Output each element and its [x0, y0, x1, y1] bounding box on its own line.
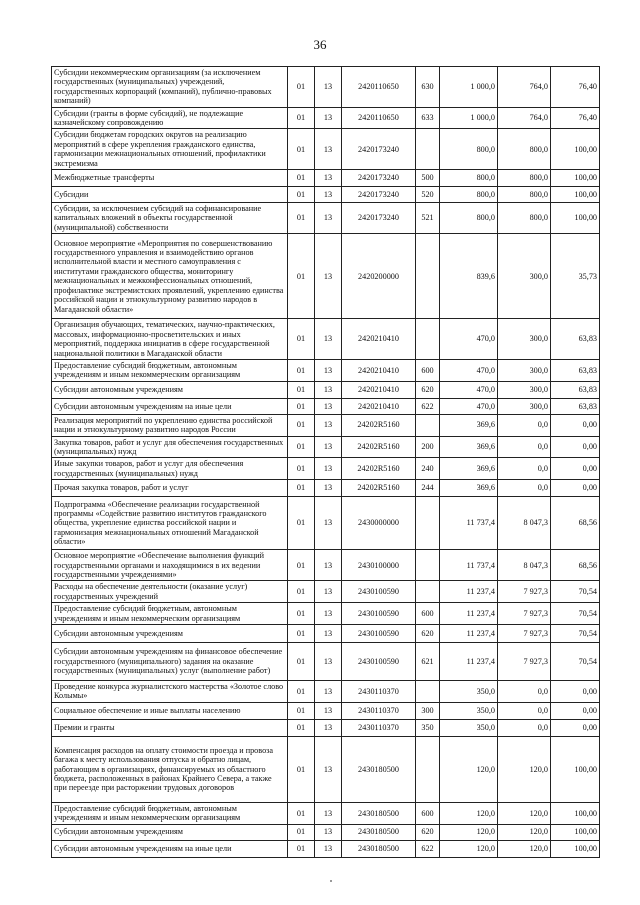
row-name-cell: Субсидии автономным учреждениям — [52, 381, 288, 398]
row-name-cell: Субсидии автономным учреждениям — [52, 824, 288, 840]
row-expense-type-cell: 500 — [416, 170, 440, 187]
row-plan-cell: 369,6 — [440, 458, 498, 480]
row-podrazdel-cell: 13 — [315, 736, 342, 802]
row-plan-cell: 1 000,0 — [440, 67, 498, 108]
row-fact-cell: 8 047,3 — [498, 497, 551, 550]
row-expense-type-cell — [416, 550, 440, 581]
table-row — [52, 840, 600, 857]
row-podrazdel-cell: 13 — [315, 170, 342, 187]
row-plan-cell: 120,0 — [440, 802, 498, 824]
row-article-cell: 2430110370 — [342, 681, 416, 703]
row-percent-cell: 70,54 — [551, 643, 600, 681]
table-row — [52, 702, 600, 719]
row-razdel-cell: 01 — [288, 187, 315, 203]
row-name-cell: Основное мероприятие «Обеспечение выполнения функций государственными органами и находящимися в их ведении государственными учреждениями» — [52, 550, 288, 581]
row-fact-cell: 7 927,3 — [498, 581, 551, 603]
row-article-cell: 24202R5160 — [342, 414, 416, 436]
row-article-cell: 2430110370 — [342, 719, 416, 736]
row-razdel-cell: 01 — [288, 458, 315, 480]
row-podrazdel-cell: 13 — [315, 203, 342, 234]
row-percent-cell: 100,00 — [551, 170, 600, 187]
row-podrazdel-cell: 13 — [315, 824, 342, 840]
row-expense-type-cell: 620 — [416, 625, 440, 643]
row-podrazdel-cell: 13 — [315, 414, 342, 436]
row-expense-type-cell — [416, 414, 440, 436]
row-plan-cell: 11 237,4 — [440, 643, 498, 681]
row-razdel-cell: 01 — [288, 414, 315, 436]
row-expense-type-cell: 244 — [416, 480, 440, 497]
row-percent-cell: 68,56 — [551, 497, 600, 550]
row-percent-cell: 0,00 — [551, 702, 600, 719]
row-name-cell: Прочая закупка товаров, работ и услуг — [52, 480, 288, 497]
row-name-cell: Субсидии бюджетам городских округов на реализацию мероприятий в сфере укрепления гражданского единства, гармонизации межнациональных отношений, профилактики экстремизма — [52, 129, 288, 170]
row-expense-type-cell: 300 — [416, 702, 440, 719]
row-expense-type-cell — [416, 319, 440, 360]
table-row — [52, 107, 600, 129]
row-percent-cell: 100,00 — [551, 187, 600, 203]
row-article-cell: 2430180500 — [342, 802, 416, 824]
row-podrazdel-cell: 13 — [315, 702, 342, 719]
row-podrazdel-cell: 13 — [315, 581, 342, 603]
table-row — [52, 603, 600, 625]
row-plan-cell: 350,0 — [440, 681, 498, 703]
row-expense-type-cell: 600 — [416, 802, 440, 824]
row-expense-type-cell: 620 — [416, 824, 440, 840]
row-article-cell: 2430180500 — [342, 824, 416, 840]
row-name-cell: Субсидии (гранты в форме субсидий), не подлежащие казначейскому сопровождению — [52, 107, 288, 129]
row-expense-type-cell — [416, 234, 440, 319]
page-mark — [330, 880, 332, 882]
table-row — [52, 736, 600, 802]
row-razdel-cell: 01 — [288, 802, 315, 824]
row-fact-cell: 7 927,3 — [498, 625, 551, 643]
row-name-cell: Субсидии некоммерческим организациям (за исключением государственных (муниципальных) учреждений, государственных корпораций (компаний), публично-правовых компаний) — [52, 67, 288, 108]
row-plan-cell: 120,0 — [440, 840, 498, 857]
row-podrazdel-cell: 13 — [315, 67, 342, 108]
row-podrazdel-cell: 13 — [315, 187, 342, 203]
row-percent-cell: 70,54 — [551, 603, 600, 625]
row-plan-cell: 369,6 — [440, 414, 498, 436]
row-fact-cell: 800,0 — [498, 129, 551, 170]
row-razdel-cell: 01 — [288, 398, 315, 414]
row-percent-cell: 0,00 — [551, 681, 600, 703]
row-percent-cell: 100,00 — [551, 129, 600, 170]
row-name-cell: Предоставление субсидий бюджетным, автономным учреждениям и иным некоммерческим организациям — [52, 802, 288, 824]
row-percent-cell: 100,00 — [551, 824, 600, 840]
row-percent-cell: 100,00 — [551, 802, 600, 824]
row-percent-cell: 76,40 — [551, 107, 600, 129]
row-expense-type-cell: 630 — [416, 67, 440, 108]
row-article-cell: 2420210410 — [342, 319, 416, 360]
row-article-cell: 2430100590 — [342, 643, 416, 681]
row-name-cell: Социальное обеспечение и иные выплаты населению — [52, 702, 288, 719]
row-plan-cell: 470,0 — [440, 381, 498, 398]
row-fact-cell: 8 047,3 — [498, 550, 551, 581]
row-name-cell: Реализация мероприятий по укреплению единства российской нации и этнокультурному развитию народов России — [52, 414, 288, 436]
row-percent-cell: 0,00 — [551, 719, 600, 736]
row-plan-cell: 470,0 — [440, 398, 498, 414]
budget-table — [51, 66, 600, 858]
row-name-cell: Иные закупки товаров, работ и услуг для обеспечения государственных (муниципальных) нужд — [52, 458, 288, 480]
row-name-cell: Премии и гранты — [52, 719, 288, 736]
row-fact-cell: 800,0 — [498, 203, 551, 234]
row-name-cell: Субсидии автономным учреждениям на иные цели — [52, 840, 288, 857]
row-plan-cell: 369,6 — [440, 436, 498, 458]
row-name-cell: Субсидии, за исключением субсидий на софинансирование капитальных вложений в объекты государственной (муниципальной) собственности — [52, 203, 288, 234]
row-podrazdel-cell: 13 — [315, 436, 342, 458]
row-plan-cell: 470,0 — [440, 359, 498, 381]
row-fact-cell: 764,0 — [498, 107, 551, 129]
row-name-cell: Субсидии автономным учреждениям на финансовое обеспечение государственного (муниципального) задания на оказание государственных (муниципальных) услуг (выполнение работ) — [52, 643, 288, 681]
row-podrazdel-cell: 13 — [315, 681, 342, 703]
row-expense-type-cell: 622 — [416, 398, 440, 414]
table-row — [52, 497, 600, 550]
row-plan-cell: 11 737,4 — [440, 550, 498, 581]
row-razdel-cell: 01 — [288, 480, 315, 497]
row-expense-type-cell — [416, 736, 440, 802]
row-name-cell: Расходы на обеспечение деятельности (оказание услуг) государственных учреждений — [52, 581, 288, 603]
row-fact-cell: 120,0 — [498, 824, 551, 840]
row-article-cell: 2420110650 — [342, 67, 416, 108]
row-razdel-cell: 01 — [288, 107, 315, 129]
row-percent-cell: 63,83 — [551, 381, 600, 398]
row-fact-cell: 0,0 — [498, 436, 551, 458]
row-razdel-cell: 01 — [288, 381, 315, 398]
row-plan-cell: 11 237,4 — [440, 625, 498, 643]
row-podrazdel-cell: 13 — [315, 643, 342, 681]
row-fact-cell: 800,0 — [498, 170, 551, 187]
row-plan-cell: 800,0 — [440, 129, 498, 170]
row-razdel-cell: 01 — [288, 550, 315, 581]
row-percent-cell: 76,40 — [551, 67, 600, 108]
row-plan-cell: 120,0 — [440, 824, 498, 840]
row-article-cell: 2420110650 — [342, 107, 416, 129]
row-expense-type-cell: 521 — [416, 203, 440, 234]
table-row — [52, 581, 600, 603]
row-fact-cell: 300,0 — [498, 234, 551, 319]
row-article-cell: 2420173240 — [342, 187, 416, 203]
row-razdel-cell: 01 — [288, 319, 315, 360]
table-row — [52, 319, 600, 360]
row-fact-cell: 0,0 — [498, 702, 551, 719]
row-podrazdel-cell: 13 — [315, 359, 342, 381]
row-razdel-cell: 01 — [288, 436, 315, 458]
row-podrazdel-cell: 13 — [315, 802, 342, 824]
row-percent-cell: 100,00 — [551, 203, 600, 234]
row-razdel-cell: 01 — [288, 203, 315, 234]
row-podrazdel-cell: 13 — [315, 480, 342, 497]
row-fact-cell: 7 927,3 — [498, 603, 551, 625]
row-plan-cell: 11 737,4 — [440, 497, 498, 550]
row-article-cell: 2430000000 — [342, 497, 416, 550]
row-article-cell: 24202R5160 — [342, 436, 416, 458]
row-plan-cell: 350,0 — [440, 719, 498, 736]
row-plan-cell: 800,0 — [440, 203, 498, 234]
row-razdel-cell: 01 — [288, 643, 315, 681]
row-fact-cell: 300,0 — [498, 381, 551, 398]
row-article-cell: 2420173240 — [342, 129, 416, 170]
row-fact-cell: 300,0 — [498, 398, 551, 414]
table-row — [52, 436, 600, 458]
row-fact-cell: 0,0 — [498, 458, 551, 480]
table-row — [52, 67, 600, 108]
row-razdel-cell: 01 — [288, 719, 315, 736]
row-article-cell: 2420210410 — [342, 381, 416, 398]
row-article-cell: 2420173240 — [342, 203, 416, 234]
table-row — [52, 719, 600, 736]
row-expense-type-cell: 600 — [416, 359, 440, 381]
row-razdel-cell: 01 — [288, 824, 315, 840]
row-podrazdel-cell: 13 — [315, 840, 342, 857]
row-name-cell: Предоставление субсидий бюджетным, автономным учреждениям и иным некоммерческим организациям — [52, 603, 288, 625]
row-fact-cell: 0,0 — [498, 681, 551, 703]
row-article-cell: 24202R5160 — [342, 480, 416, 497]
row-article-cell: 2430100590 — [342, 603, 416, 625]
table-row — [52, 458, 600, 480]
row-article-cell: 24202R5160 — [342, 458, 416, 480]
row-plan-cell: 800,0 — [440, 170, 498, 187]
row-percent-cell: 63,83 — [551, 359, 600, 381]
row-podrazdel-cell: 13 — [315, 625, 342, 643]
row-razdel-cell: 01 — [288, 702, 315, 719]
row-name-cell: Закупка товаров, работ и услуг для обеспечения государственных (муниципальных) нужд — [52, 436, 288, 458]
row-percent-cell: 0,00 — [551, 436, 600, 458]
row-name-cell: Межбюджетные трансферты — [52, 170, 288, 187]
row-podrazdel-cell: 13 — [315, 398, 342, 414]
table-row — [52, 381, 600, 398]
row-fact-cell: 120,0 — [498, 802, 551, 824]
row-plan-cell: 120,0 — [440, 736, 498, 802]
row-razdel-cell: 01 — [288, 736, 315, 802]
row-percent-cell: 0,00 — [551, 414, 600, 436]
row-plan-cell: 470,0 — [440, 319, 498, 360]
row-name-cell: Компенсация расходов на оплату стоимости проезда и провоза багажа к месту использования отпуска и обратно лицам, работающим в организациях, финансируемых из областного бюджета, расположенных в районах Крайнего Севера, а также при переезде при расторжении трудовых договоров — [52, 736, 288, 802]
row-fact-cell: 7 927,3 — [498, 643, 551, 681]
row-plan-cell: 350,0 — [440, 702, 498, 719]
table-row — [52, 203, 600, 234]
row-expense-type-cell: 520 — [416, 187, 440, 203]
row-plan-cell: 839,6 — [440, 234, 498, 319]
row-podrazdel-cell: 13 — [315, 107, 342, 129]
row-podrazdel-cell: 13 — [315, 497, 342, 550]
row-percent-cell: 68,56 — [551, 550, 600, 581]
row-article-cell: 2420210410 — [342, 359, 416, 381]
table-row — [52, 187, 600, 203]
row-article-cell: 2420210410 — [342, 398, 416, 414]
table-row — [52, 625, 600, 643]
row-name-cell: Проведение конкурса журналистского мастерства «Золотое слово Колымы» — [52, 681, 288, 703]
row-percent-cell: 100,00 — [551, 736, 600, 802]
row-name-cell: Организация обучающих, тематических, научно-практических, массовых, информационно-просветительских и иных мероприятий, поддержка инициатив в сфере государственной национальной политики в Магаданской области — [52, 319, 288, 360]
table-row — [52, 234, 600, 319]
row-expense-type-cell: 621 — [416, 643, 440, 681]
row-podrazdel-cell: 13 — [315, 319, 342, 360]
row-razdel-cell: 01 — [288, 625, 315, 643]
row-fact-cell: 300,0 — [498, 319, 551, 360]
row-fact-cell: 120,0 — [498, 840, 551, 857]
table-row — [52, 359, 600, 381]
row-expense-type-cell: 200 — [416, 436, 440, 458]
row-razdel-cell: 01 — [288, 497, 315, 550]
row-name-cell: Подпрограмма «Обеспечение реализации государственной программы «Содействие развитию институтов гражданского общества, укрепление единства российской нации и гармонизация межнациональных отношений Магаданской области» — [52, 497, 288, 550]
row-expense-type-cell — [416, 681, 440, 703]
table-row — [52, 802, 600, 824]
row-plan-cell: 11 237,4 — [440, 603, 498, 625]
table-row — [52, 129, 600, 170]
row-plan-cell: 11 237,4 — [440, 581, 498, 603]
table-body — [52, 67, 600, 858]
row-percent-cell: 70,54 — [551, 581, 600, 603]
table-row — [52, 550, 600, 581]
row-podrazdel-cell: 13 — [315, 550, 342, 581]
row-percent-cell: 0,00 — [551, 458, 600, 480]
row-name-cell: Субсидии — [52, 187, 288, 203]
row-percent-cell: 0,00 — [551, 480, 600, 497]
row-article-cell: 2430100000 — [342, 550, 416, 581]
row-podrazdel-cell: 13 — [315, 129, 342, 170]
row-article-cell: 2430180500 — [342, 840, 416, 857]
row-expense-type-cell — [416, 581, 440, 603]
row-razdel-cell: 01 — [288, 581, 315, 603]
row-expense-type-cell: 633 — [416, 107, 440, 129]
row-percent-cell: 63,83 — [551, 319, 600, 360]
row-plan-cell: 800,0 — [440, 187, 498, 203]
table-row — [52, 414, 600, 436]
row-article-cell: 2420200000 — [342, 234, 416, 319]
row-article-cell: 2430100590 — [342, 581, 416, 603]
row-razdel-cell: 01 — [288, 603, 315, 625]
row-razdel-cell: 01 — [288, 129, 315, 170]
table-row — [52, 398, 600, 414]
row-razdel-cell: 01 — [288, 234, 315, 319]
row-razdel-cell: 01 — [288, 359, 315, 381]
row-expense-type-cell: 620 — [416, 381, 440, 398]
row-name-cell: Субсидии автономным учреждениям — [52, 625, 288, 643]
row-podrazdel-cell: 13 — [315, 381, 342, 398]
row-expense-type-cell — [416, 129, 440, 170]
row-plan-cell: 1 000,0 — [440, 107, 498, 129]
row-expense-type-cell: 600 — [416, 603, 440, 625]
table-row — [52, 824, 600, 840]
row-razdel-cell: 01 — [288, 681, 315, 703]
row-article-cell: 2430180500 — [342, 736, 416, 802]
row-article-cell: 2420173240 — [342, 170, 416, 187]
page-number: 36 — [313, 37, 327, 52]
table-row — [52, 480, 600, 497]
row-expense-type-cell: 350 — [416, 719, 440, 736]
row-percent-cell: 100,00 — [551, 840, 600, 857]
row-plan-cell: 369,6 — [440, 480, 498, 497]
row-podrazdel-cell: 13 — [315, 603, 342, 625]
row-article-cell: 2430100590 — [342, 625, 416, 643]
table-row — [52, 643, 600, 681]
row-fact-cell: 300,0 — [498, 359, 551, 381]
row-percent-cell: 35,73 — [551, 234, 600, 319]
row-podrazdel-cell: 13 — [315, 458, 342, 480]
row-name-cell: Основное мероприятие «Мероприятия по совершенствованию государственного управления и взаимодействию органов исполнительной власти и местного самоуправления с институтами гражданского общества, мониторингу межнациональных и межконфессиональных отношений, профилактике экстремистских проявлений, укреплению единства российской нации и этнокультурному развитию народов в Магаданской области» — [52, 234, 288, 319]
row-percent-cell: 70,54 — [551, 625, 600, 643]
row-fact-cell: 0,0 — [498, 414, 551, 436]
row-razdel-cell: 01 — [288, 840, 315, 857]
row-percent-cell: 63,83 — [551, 398, 600, 414]
row-name-cell: Субсидии автономным учреждениям на иные цели — [52, 398, 288, 414]
row-article-cell: 2430110370 — [342, 702, 416, 719]
row-podrazdel-cell: 13 — [315, 719, 342, 736]
row-fact-cell: 0,0 — [498, 719, 551, 736]
row-razdel-cell: 01 — [288, 67, 315, 108]
row-expense-type-cell: 240 — [416, 458, 440, 480]
table-row — [52, 681, 600, 703]
row-fact-cell: 764,0 — [498, 67, 551, 108]
row-fact-cell: 120,0 — [498, 736, 551, 802]
table-row — [52, 170, 600, 187]
row-podrazdel-cell: 13 — [315, 234, 342, 319]
row-name-cell: Предоставление субсидий бюджетным, автономным учреждениям и иным некоммерческим организациям — [52, 359, 288, 381]
row-expense-type-cell — [416, 497, 440, 550]
row-fact-cell: 0,0 — [498, 480, 551, 497]
row-expense-type-cell: 622 — [416, 840, 440, 857]
row-razdel-cell: 01 — [288, 170, 315, 187]
row-fact-cell: 800,0 — [498, 187, 551, 203]
